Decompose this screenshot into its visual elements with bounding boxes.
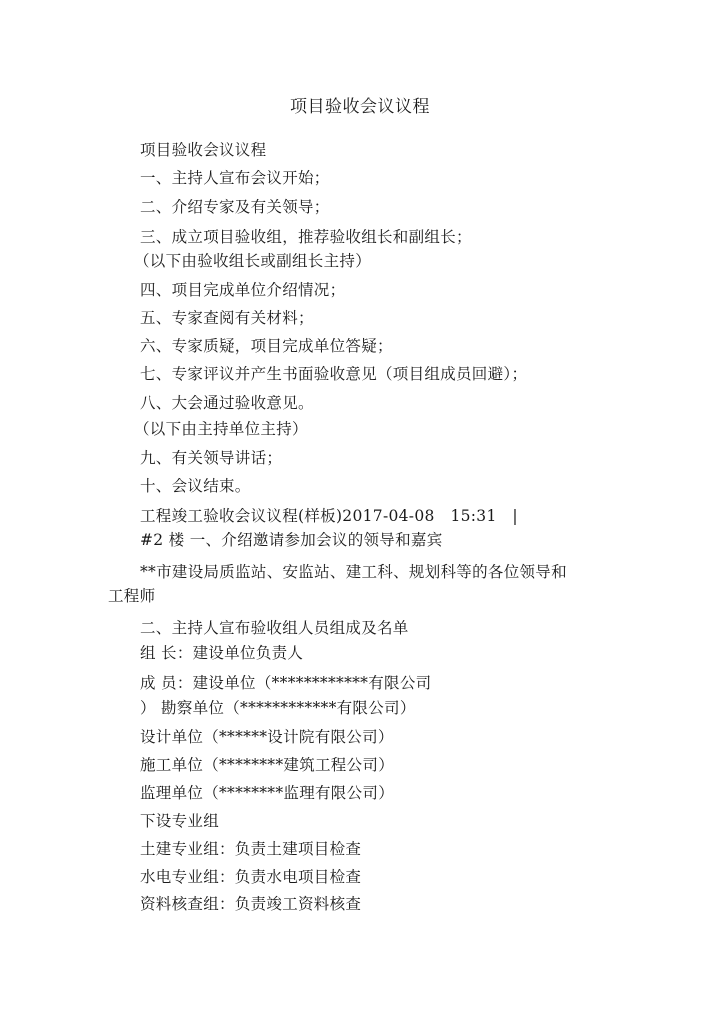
page-title: 项目验收会议议程 bbox=[290, 97, 430, 117]
post-line-8: 施工单位（********建筑工程公司） bbox=[140, 756, 395, 774]
post-line-2: **市建设局质监站、安监站、建工科、规划科等的各位领导和工程师 bbox=[108, 563, 567, 605]
post-line-1: #2 楼 一、介绍邀请参加会议的领导和嘉宾 bbox=[140, 531, 443, 549]
agenda-note-2: （以下由主持单位主持） bbox=[134, 420, 308, 438]
agenda-item-10: 十、会议结束。 bbox=[140, 477, 251, 495]
post-line-6: ） 勘察单位（************有限公司） bbox=[140, 699, 416, 717]
post-line-7: 设计单位（******设计院有限公司） bbox=[140, 728, 394, 746]
post-line-3: 二、主持人宣布验收组人员组成及名单 bbox=[140, 619, 409, 637]
post-line-10: 下设专业组 bbox=[140, 812, 220, 830]
agenda-item-5: 五、专家查阅有关材料； bbox=[140, 309, 314, 327]
agenda-item-4: 四、项目完成单位介绍情况； bbox=[140, 281, 346, 299]
agenda-item-2: 二、介绍专家及有关领导； bbox=[140, 198, 330, 216]
agenda-heading: 项目验收会议议程 bbox=[140, 141, 267, 159]
post-line-4: 组 长：建设单位负责人 bbox=[140, 644, 304, 662]
agenda-note-1: （以下由验收组长或副组长主持） bbox=[134, 252, 372, 270]
post-line-5: 成 员：建设单位（************有限公司 bbox=[140, 674, 432, 692]
agenda-item-8: 八、大会通过验收意见。 bbox=[140, 394, 314, 412]
agenda-item-7: 七、专家评议并产生书面验收意见（项目组成员回避）； bbox=[140, 365, 528, 383]
post-line-13: 资料核查组：负责竣工资料核查 bbox=[140, 895, 362, 913]
post-header: 工程竣工验收会议议程(样板)2017-04-08 15:31 | bbox=[140, 507, 518, 525]
agenda-item-6: 六、专家质疑，项目完成单位答疑； bbox=[140, 337, 393, 355]
agenda-item-1: 一、主持人宣布会议开始； bbox=[140, 169, 330, 187]
agenda-item-9: 九、有关领导讲话； bbox=[140, 449, 283, 467]
post-line-12: 水电专业组：负责水电项目检查 bbox=[140, 868, 362, 886]
agenda-item-3: 三、成立项目验收组，推荐验收组长和副组长； bbox=[140, 228, 472, 246]
post-line-11: 土建专业组：负责土建项目检查 bbox=[140, 840, 362, 858]
post-line-9: 监理单位（********监理有限公司） bbox=[140, 784, 395, 802]
